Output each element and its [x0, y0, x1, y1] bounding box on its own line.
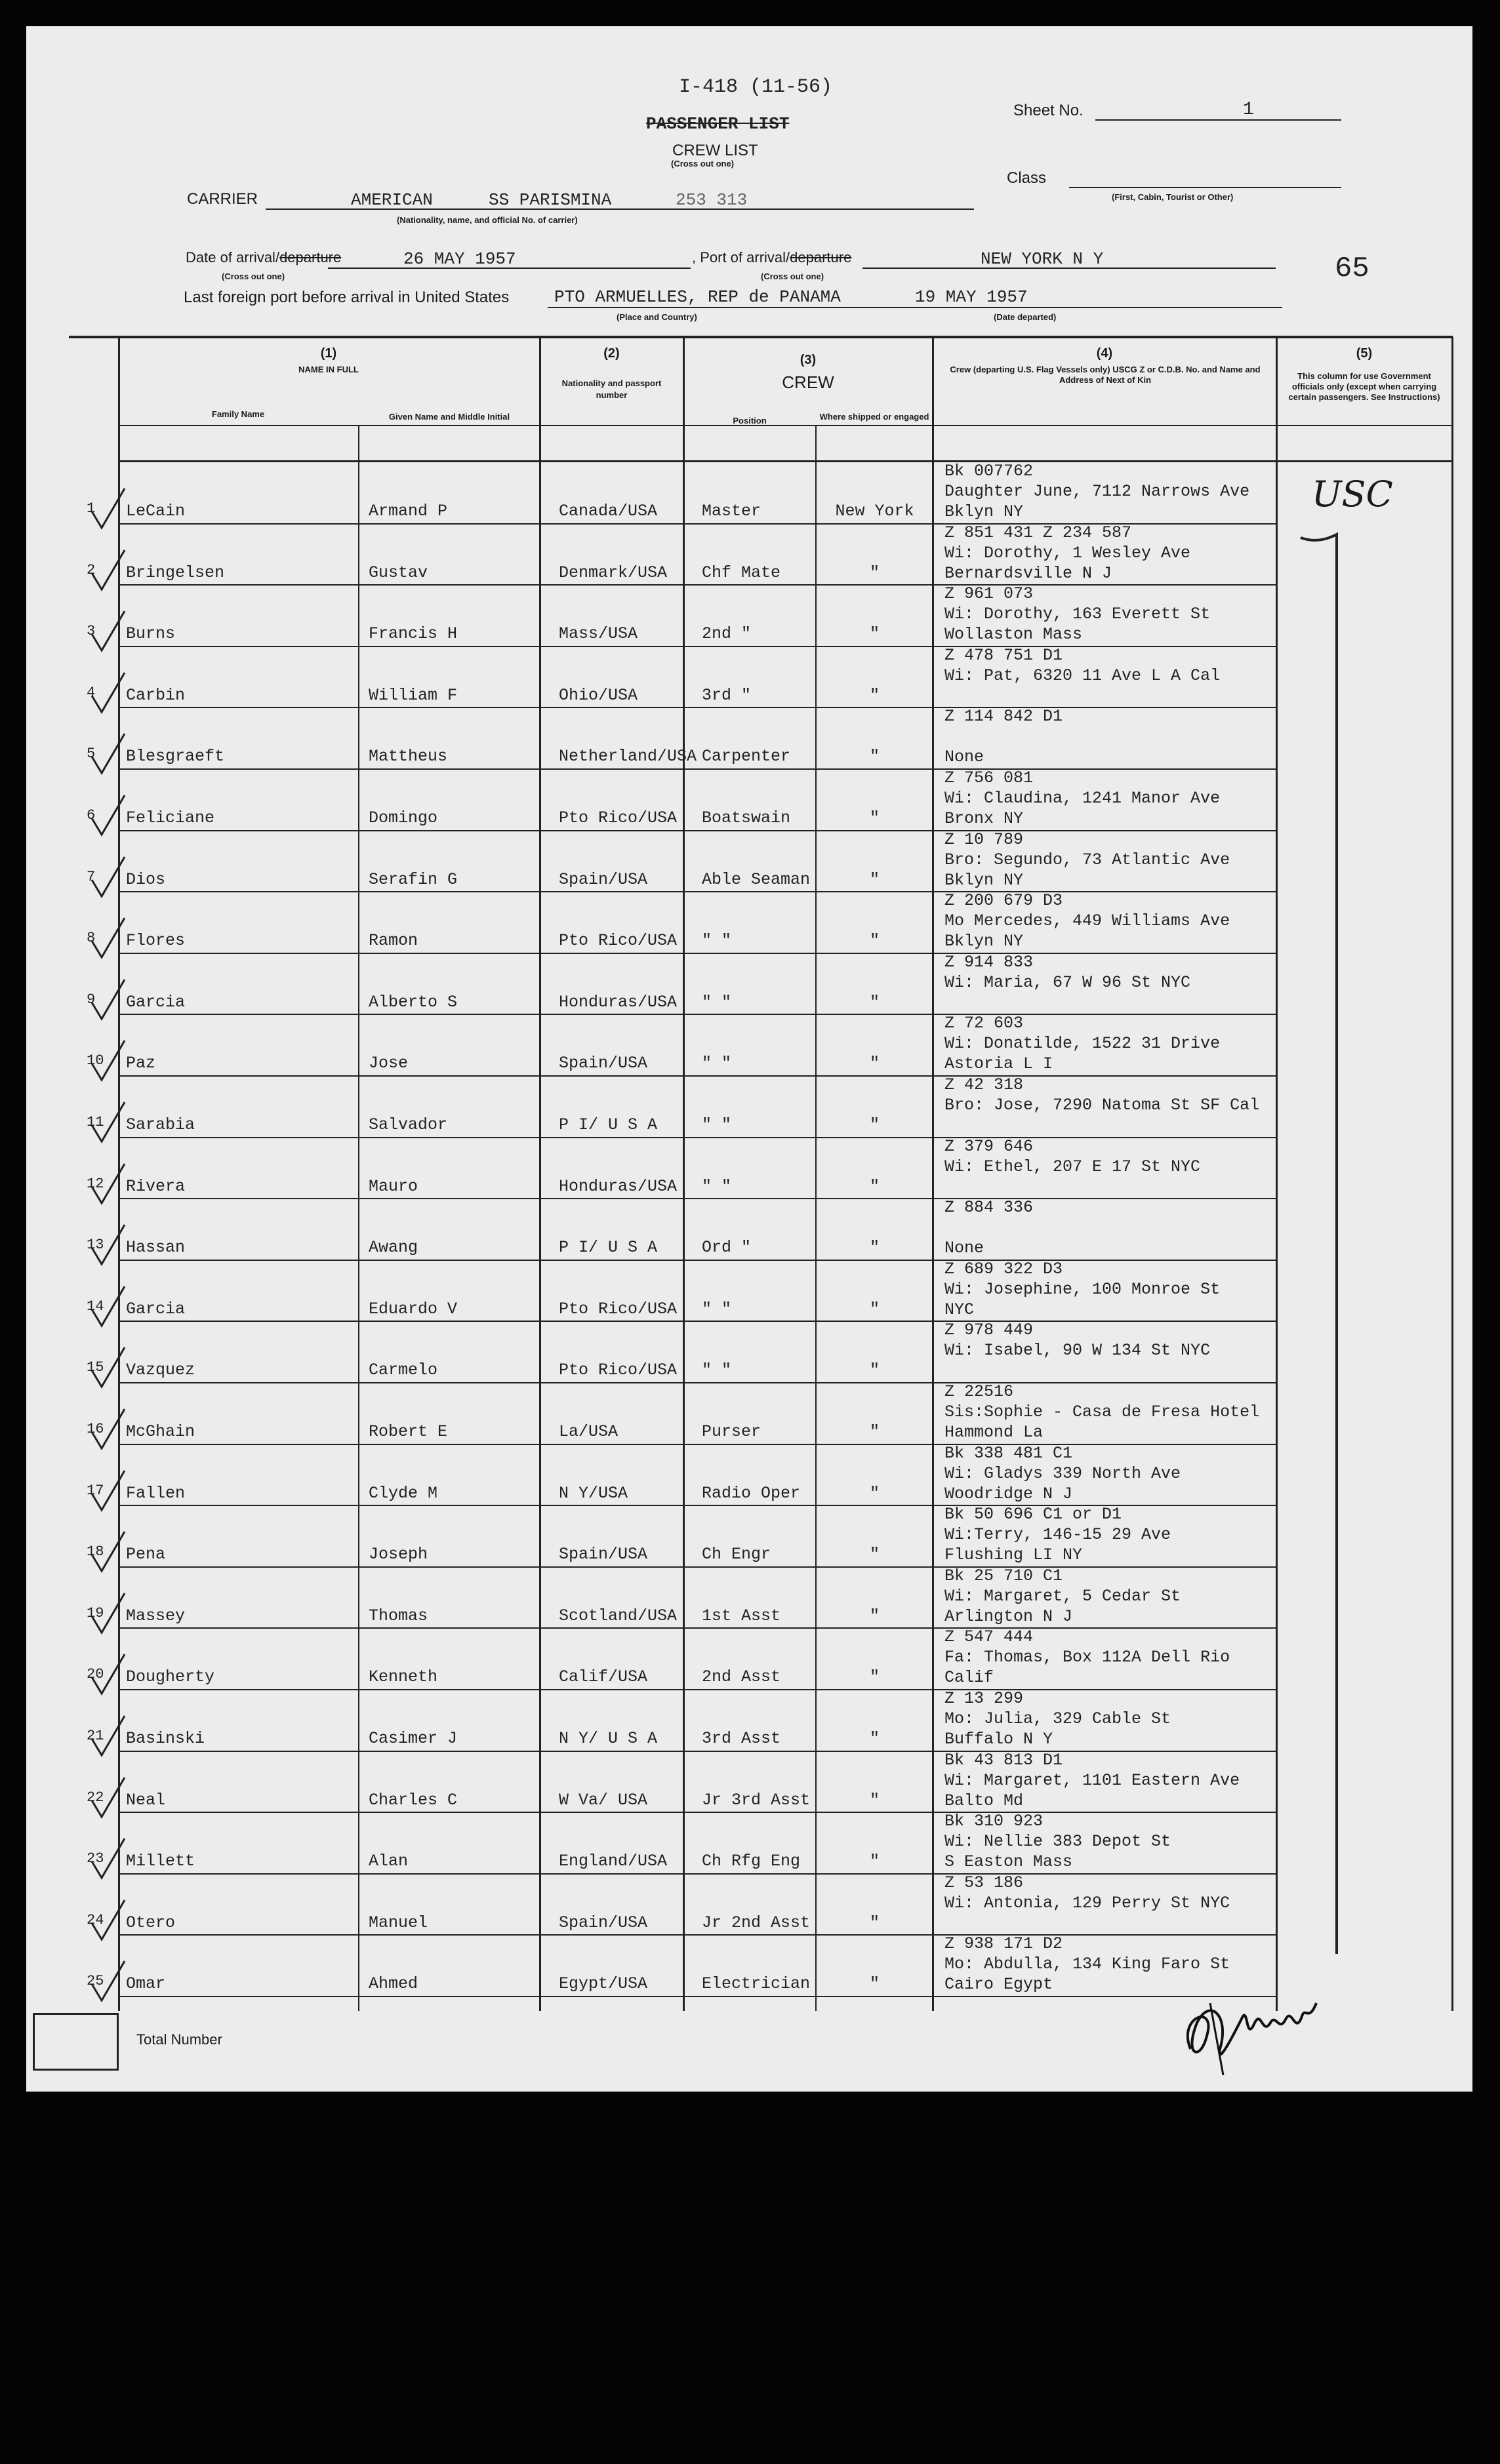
- table-row: [26, 1321, 1472, 1383]
- position: Jr 2nd Asst: [702, 1913, 811, 1932]
- next-of-kin-line: Daughter June, 7112 Narrows Ave: [944, 482, 1250, 501]
- given-name: Salvador: [369, 1115, 448, 1134]
- next-of-kin-line: Z 53 186: [944, 1873, 1024, 1892]
- table-row: [26, 462, 1472, 524]
- next-of-kin-line: Z 114 842 D1: [944, 707, 1063, 726]
- next-of-kin-line: Z 10 789: [944, 829, 1024, 849]
- position: " ": [702, 1054, 732, 1073]
- table-row: [26, 831, 1472, 892]
- given-name: Awang: [369, 1238, 418, 1258]
- next-of-kin-line: Mo: Abdulla, 134 King Faro St: [944, 1955, 1230, 1974]
- last-port-label: Last foreign port before arrival in United States: [184, 288, 510, 306]
- table-row: [26, 1812, 1472, 1874]
- next-of-kin-line: Arlington N J: [944, 1606, 1073, 1626]
- row-number: 9: [87, 991, 96, 1008]
- where-shipped: ": [869, 1545, 880, 1564]
- where-shipped: ": [869, 1790, 880, 1810]
- class-note: (First, Cabin, Tourist or Other): [1112, 192, 1234, 202]
- col2-number: (2): [603, 346, 620, 361]
- family-name: Garcia: [126, 992, 186, 1012]
- table-row: [26, 1260, 1472, 1322]
- col3-header: CREW: [782, 372, 834, 392]
- given-name: Alberto S: [369, 992, 458, 1012]
- next-of-kin-line: Z 200 679 D3: [944, 891, 1063, 911]
- nationality: W Va/ USA: [559, 1790, 648, 1810]
- nationality: Spain/USA: [559, 869, 648, 889]
- row-number: 6: [87, 807, 96, 824]
- next-of-kin-line: Wi: Gladys 339 North Ave: [944, 1463, 1181, 1483]
- next-of-kin-line: Mo Mercedes, 449 Williams Ave: [944, 911, 1230, 931]
- given-name: Joseph: [369, 1545, 428, 1564]
- where-shipped: ": [869, 869, 880, 889]
- where-shipped: ": [869, 1667, 880, 1687]
- next-of-kin-line: Z 379 646: [944, 1136, 1034, 1156]
- family-name: Omar: [126, 1974, 166, 1994]
- nationality: Pto Rico/USA: [559, 931, 678, 951]
- col1b-header: Given Name and Middle Initial: [388, 412, 510, 422]
- next-of-kin-line: Z 478 751 D1: [944, 645, 1063, 665]
- title-passenger-list-struck: PASSENGER LIST: [646, 114, 790, 134]
- given-name: William F: [369, 685, 458, 705]
- family-name: Fallen: [126, 1483, 186, 1503]
- table-row: [26, 1751, 1472, 1813]
- row-number: 23: [87, 1850, 104, 1867]
- where-shipped: ": [869, 563, 880, 582]
- table-row: [26, 707, 1472, 769]
- next-of-kin-line: Wi: Claudina, 1241 Manor Ave: [944, 789, 1221, 808]
- table-row: [26, 1383, 1472, 1444]
- given-name: Ahmed: [369, 1974, 418, 1994]
- table-row: [26, 769, 1472, 831]
- next-of-kin-line: Z 689 322 D3: [944, 1259, 1063, 1279]
- next-of-kin-line: Z 13 299: [944, 1689, 1024, 1708]
- next-of-kin-line: Wi: Isabel, 90 W 134 St NYC: [944, 1341, 1211, 1361]
- position: Electrician: [702, 1974, 811, 1994]
- sheet-no-label: Sheet No.: [1013, 102, 1084, 119]
- row-number: 21: [87, 1728, 104, 1744]
- table-row: [26, 1690, 1472, 1751]
- given-name: Casimer J: [369, 1729, 458, 1748]
- col1a-header: Family Name: [211, 409, 265, 419]
- port-label: , Port of arrival/departure: [692, 249, 852, 266]
- col3a-header: Position: [733, 416, 767, 426]
- given-name: Mauro: [369, 1176, 418, 1196]
- nationality: Pto Rico/USA: [559, 808, 678, 827]
- next-of-kin-line: Bronx NY: [944, 809, 1024, 828]
- given-name: Armand P: [369, 502, 448, 521]
- port-of-arrival: NEW YORK N Y: [981, 249, 1104, 269]
- next-of-kin-line: Wi: Ethel, 207 E 17 St NYC: [944, 1157, 1201, 1176]
- position: Jr 3rd Asst: [702, 1790, 811, 1810]
- next-of-kin-line: Z 961 073: [944, 584, 1034, 604]
- next-of-kin-line: Wi: Nellie 383 Depot St: [944, 1832, 1171, 1852]
- table-row: [26, 1505, 1472, 1567]
- next-of-kin-line: None: [944, 747, 984, 767]
- family-name: Burns: [126, 624, 176, 644]
- nationality: N Y/USA: [559, 1483, 628, 1503]
- next-of-kin-line: Z 914 833: [944, 952, 1034, 972]
- crew-list-sheet: [26, 26, 1472, 2092]
- carrier-label: CARRIER: [187, 190, 258, 208]
- family-name: Rivera: [126, 1176, 186, 1196]
- next-of-kin-line: Z 978 449: [944, 1321, 1034, 1340]
- position: 1st Asst: [702, 1606, 781, 1625]
- table-row: [26, 524, 1472, 586]
- family-name: Pena: [126, 1545, 166, 1564]
- family-name: Feliciane: [126, 808, 215, 827]
- next-of-kin-line: Z 884 336: [944, 1198, 1034, 1218]
- next-of-kin-line: Wi: Maria, 67 W 96 St NYC: [944, 972, 1191, 992]
- position: " ": [702, 1299, 732, 1319]
- arrival-date-label: Date of arrival/departure: [186, 249, 342, 266]
- given-name: Robert E: [369, 1422, 448, 1441]
- next-of-kin-line: Bk 338 481 C1: [944, 1443, 1073, 1463]
- row-number: 22: [87, 1789, 104, 1806]
- next-of-kin-line: Z 22516: [944, 1382, 1014, 1401]
- next-of-kin-line: Wi: Margaret, 1101 Eastern Ave: [944, 1770, 1240, 1790]
- next-of-kin-line: Wi: Dorothy, 1 Wesley Ave: [944, 543, 1191, 563]
- class-label: Class: [1007, 169, 1047, 187]
- next-of-kin-line: Bk 25 710 C1: [944, 1566, 1063, 1585]
- nationality: Honduras/USA: [559, 992, 678, 1012]
- nationality: England/USA: [559, 1852, 668, 1871]
- family-name: Dougherty: [126, 1667, 215, 1687]
- nationality: P I/ U S A: [559, 1238, 658, 1258]
- where-shipped: ": [869, 1913, 880, 1932]
- position: Master: [702, 502, 761, 521]
- row-number: 25: [87, 1973, 104, 1990]
- where-shipped: ": [869, 624, 880, 644]
- next-of-kin-line: Bernardsville N J: [944, 563, 1112, 583]
- next-of-kin-line: Calif: [944, 1668, 994, 1688]
- row-number: 1: [87, 500, 96, 517]
- next-of-kin-line: Wi: Josephine, 100 Monroe St: [944, 1279, 1221, 1299]
- row-number: 13: [87, 1237, 104, 1254]
- family-name: Flores: [126, 931, 186, 951]
- total-number-label: Total Number: [136, 2031, 222, 2048]
- row-number: 20: [87, 1666, 104, 1683]
- position: Radio Oper: [702, 1483, 801, 1503]
- table-row: [26, 1874, 1472, 1936]
- position: Ch Engr: [702, 1545, 771, 1564]
- family-name: Sarabia: [126, 1115, 195, 1134]
- carrier-note: (Nationality, name, and official No. of carrier): [397, 215, 578, 225]
- arrival-date: 26 MAY 1957: [403, 249, 516, 269]
- next-of-kin-line: Wi: Dorothy, 163 Everett St: [944, 605, 1211, 624]
- nationality: Denmark/USA: [559, 563, 668, 582]
- table-row: [26, 1138, 1472, 1199]
- given-name: Jose: [369, 1054, 409, 1073]
- next-of-kin-line: Flushing LI NY: [944, 1545, 1083, 1565]
- where-shipped: ": [869, 931, 880, 951]
- where-shipped: ": [869, 1299, 880, 1319]
- position: 2nd Asst: [702, 1667, 781, 1687]
- family-name: Paz: [126, 1054, 156, 1073]
- carrier-name: SS PARISMINA: [489, 190, 612, 210]
- next-of-kin-line: Sis:Sophie - Casa de Fresa Hotel: [944, 1402, 1260, 1421]
- given-name: Eduardo V: [369, 1299, 458, 1319]
- col5-number: (5): [1356, 346, 1373, 361]
- col1-header: NAME IN FULL: [298, 365, 359, 374]
- nationality: La/USA: [559, 1422, 618, 1441]
- row-number: 12: [87, 1175, 104, 1192]
- next-of-kin-line: Bro: Jose, 7290 Natoma St SF Cal: [944, 1096, 1260, 1115]
- given-name: Kenneth: [369, 1667, 438, 1687]
- where-shipped: ": [869, 1852, 880, 1871]
- row-number: 14: [87, 1298, 104, 1315]
- nationality: Canada/USA: [559, 502, 658, 521]
- where-shipped: ": [869, 1422, 880, 1441]
- family-name: Neal: [126, 1790, 166, 1810]
- position: Ch Rfg Eng: [702, 1852, 801, 1871]
- where-shipped: ": [869, 685, 880, 705]
- col2-header: Nationality and passport number: [561, 378, 662, 400]
- where-shipped: ": [869, 1606, 880, 1625]
- row-number: 19: [87, 1604, 104, 1621]
- where-shipped: ": [869, 1238, 880, 1258]
- table-row: [26, 1444, 1472, 1506]
- position: Purser: [702, 1422, 761, 1441]
- family-name: Garcia: [126, 1299, 186, 1319]
- col3-number: (3): [800, 353, 817, 367]
- family-name: Basinski: [126, 1729, 205, 1748]
- position: Boatswain: [702, 808, 791, 827]
- official-stamp-usc: USC: [1312, 473, 1393, 515]
- next-of-kin-line: S Easton Mass: [944, 1852, 1073, 1872]
- next-of-kin-line: Hammond La: [944, 1423, 1044, 1442]
- carrier-official-no: 253 313: [676, 190, 748, 210]
- next-of-kin-line: Z 851 431 Z 234 587: [944, 523, 1132, 542]
- position: " ": [702, 1361, 732, 1380]
- next-of-kin-line: Z 42 318: [944, 1075, 1024, 1094]
- nationality: Netherland/USA: [559, 747, 697, 766]
- next-of-kin-line: Bklyn NY: [944, 932, 1024, 951]
- where-shipped: ": [869, 1974, 880, 1994]
- where-shipped: ": [869, 1054, 880, 1073]
- next-of-kin-line: Wi: Pat, 6320 11 Ave L A Cal: [944, 666, 1221, 685]
- next-of-kin-line: Woodridge N J: [944, 1484, 1073, 1503]
- check-mark-icon: [89, 1955, 134, 2007]
- position: " ": [702, 1176, 732, 1196]
- title-crew-list: CREW LIST: [672, 142, 758, 159]
- position: 3rd ": [702, 685, 752, 705]
- family-name: Massey: [126, 1606, 186, 1625]
- next-of-kin-line: Cairo Egypt: [944, 1975, 1053, 1995]
- position: Able Seaman: [702, 869, 811, 889]
- officer-signature: [1171, 1977, 1328, 2075]
- row-number: 17: [87, 1482, 104, 1499]
- next-of-kin-line: NYC: [944, 1300, 975, 1319]
- given-name: Alan: [369, 1852, 409, 1871]
- table-row: [26, 1628, 1472, 1690]
- given-name: Carmelo: [369, 1361, 438, 1380]
- nationality: Spain/USA: [559, 1054, 648, 1073]
- row-number: 8: [87, 930, 96, 947]
- nationality: Mass/USA: [559, 624, 638, 644]
- table-row: [26, 892, 1472, 953]
- last-port-note: (Place and Country): [617, 312, 697, 322]
- given-name: Domingo: [369, 808, 438, 827]
- where-shipped: ": [869, 1176, 880, 1196]
- family-name: Vazquez: [126, 1361, 195, 1380]
- family-name: McGhain: [126, 1422, 195, 1441]
- col3b-header: Where shipped or engaged: [819, 412, 929, 422]
- col4-number: (4): [1096, 346, 1113, 361]
- carrier-nationality: AMERICAN: [351, 190, 433, 210]
- where-shipped: ": [869, 992, 880, 1012]
- row-number: 2: [87, 561, 96, 578]
- where-shipped: ": [869, 747, 880, 766]
- next-of-kin-line: Z 547 444: [944, 1627, 1034, 1647]
- next-of-kin-line: Wi: Antonia, 129 Perry St NYC: [944, 1893, 1230, 1913]
- nationality: P I/ U S A: [559, 1115, 658, 1134]
- position: 2nd ": [702, 624, 752, 644]
- given-name: Serafin G: [369, 869, 458, 889]
- position: " ": [702, 1115, 732, 1134]
- next-of-kin-line: Fa: Thomas, Box 112A Dell Rio: [944, 1648, 1230, 1667]
- next-of-kin-line: Bklyn NY: [944, 502, 1024, 521]
- next-of-kin-line: Bk 007762: [944, 462, 1034, 481]
- table-row: [26, 646, 1472, 708]
- port-cross-out-note: (Cross out one): [761, 271, 824, 281]
- next-of-kin-line: Balto Md: [944, 1791, 1024, 1810]
- next-of-kin-line: Astoria L I: [944, 1054, 1053, 1074]
- given-name: Manuel: [369, 1913, 428, 1932]
- next-of-kin-line: None: [944, 1239, 984, 1258]
- given-name: Francis H: [369, 624, 458, 644]
- sheet-no-value: 1: [1243, 100, 1254, 120]
- col1-number: (1): [320, 346, 337, 361]
- next-of-kin-line: Bklyn NY: [944, 870, 1024, 890]
- position: " ": [702, 931, 732, 951]
- col4-header: Crew (departing U.S. Flag Vessels only) USCG Z or C.D.B. No. and Name and Address of Next of Kin: [950, 365, 1261, 385]
- family-name: Blesgraeft: [126, 747, 225, 766]
- row-number: 15: [87, 1359, 104, 1376]
- last-foreign-port: PTO ARMUELLES, REP de PANAMA: [554, 287, 841, 307]
- where-shipped: ": [869, 808, 880, 827]
- table-row: [26, 585, 1472, 646]
- row-number: 18: [87, 1543, 104, 1560]
- row-number: 4: [87, 684, 96, 701]
- table-row: [26, 1199, 1472, 1260]
- given-name: Clyde M: [369, 1483, 438, 1503]
- next-of-kin-line: Wi:Terry, 146-15 29 Ave: [944, 1525, 1171, 1545]
- where-shipped: ": [869, 1115, 880, 1134]
- row-number: 5: [87, 745, 96, 763]
- next-of-kin-line: Wi: Donatilde, 1522 31 Drive: [944, 1034, 1221, 1054]
- table-row: [26, 1014, 1472, 1076]
- next-of-kin-line: Z 756 081: [944, 768, 1034, 787]
- nationality: Ohio/USA: [559, 685, 638, 705]
- given-name: Ramon: [369, 931, 418, 951]
- nationality: Scotland/USA: [559, 1606, 678, 1625]
- page-number: 65: [1335, 252, 1369, 285]
- date-departed: 19 MAY 1957: [915, 287, 1028, 307]
- position: Ord ": [702, 1238, 752, 1258]
- next-of-kin-line: Bk 310 923: [944, 1812, 1044, 1831]
- nationality: N Y/ U S A: [559, 1729, 658, 1748]
- position: Carpenter: [702, 747, 791, 766]
- title-cross-out-note: (Cross out one): [671, 159, 735, 169]
- next-of-kin-line: Z 72 603: [944, 1014, 1024, 1033]
- next-of-kin-line: Buffalo N Y: [944, 1730, 1053, 1749]
- nationality: Honduras/USA: [559, 1176, 678, 1196]
- row-number: 7: [87, 868, 96, 885]
- date-departed-note: (Date departed): [994, 312, 1057, 322]
- family-name: Dios: [126, 869, 166, 889]
- date-cross-out-note: (Cross out one): [222, 271, 285, 281]
- table-row: [26, 953, 1472, 1015]
- family-name: Hassan: [126, 1238, 186, 1258]
- nationality: Pto Rico/USA: [559, 1361, 678, 1380]
- given-name: Thomas: [369, 1606, 428, 1625]
- where-shipped: ": [869, 1361, 880, 1380]
- family-name: LeCain: [126, 502, 186, 521]
- table-row: [26, 1076, 1472, 1138]
- family-name: Millett: [126, 1852, 195, 1871]
- nationality: Egypt/USA: [559, 1974, 648, 1994]
- form-number: I-418 (11-56): [679, 76, 833, 98]
- next-of-kin-line: Bk 50 696 C1 or D1: [944, 1505, 1122, 1524]
- row-number: 16: [87, 1421, 104, 1437]
- row-number: 24: [87, 1911, 104, 1928]
- position: 3rd Asst: [702, 1729, 781, 1748]
- nationality: Spain/USA: [559, 1545, 648, 1564]
- where-shipped: New York: [835, 502, 914, 521]
- position: Chf Mate: [702, 563, 781, 582]
- nationality: Pto Rico/USA: [559, 1299, 678, 1319]
- given-name: Charles C: [369, 1790, 458, 1810]
- next-of-kin-line: Bro: Segundo, 73 Atlantic Ave: [944, 850, 1230, 869]
- next-of-kin-line: Wollaston Mass: [944, 625, 1083, 645]
- family-name: Carbin: [126, 685, 186, 705]
- given-name: Mattheus: [369, 747, 448, 766]
- col5-header: This column for use Government officials only (except when carrying certain passengers. See Instructions): [1288, 371, 1440, 402]
- next-of-kin-line: Mo: Julia, 329 Cable St: [944, 1709, 1171, 1728]
- table-row: [26, 1567, 1472, 1629]
- next-of-kin-line: Wi: Margaret, 5 Cedar St: [944, 1586, 1181, 1606]
- next-of-kin-line: Bk 43 813 D1: [944, 1750, 1063, 1770]
- total-number-box: [33, 2013, 119, 2071]
- given-name: Gustav: [369, 563, 428, 582]
- nationality: Calif/USA: [559, 1667, 648, 1687]
- family-name: Otero: [126, 1913, 176, 1932]
- where-shipped: ": [869, 1729, 880, 1748]
- family-name: Bringelsen: [126, 563, 225, 582]
- where-shipped: ": [869, 1483, 880, 1503]
- row-number: 10: [87, 1052, 104, 1069]
- next-of-kin-line: Z 938 171 D2: [944, 1934, 1063, 1954]
- row-number: 11: [87, 1114, 104, 1130]
- row-number: 3: [87, 623, 96, 640]
- position: " ": [702, 992, 732, 1012]
- nationality: Spain/USA: [559, 1913, 648, 1932]
